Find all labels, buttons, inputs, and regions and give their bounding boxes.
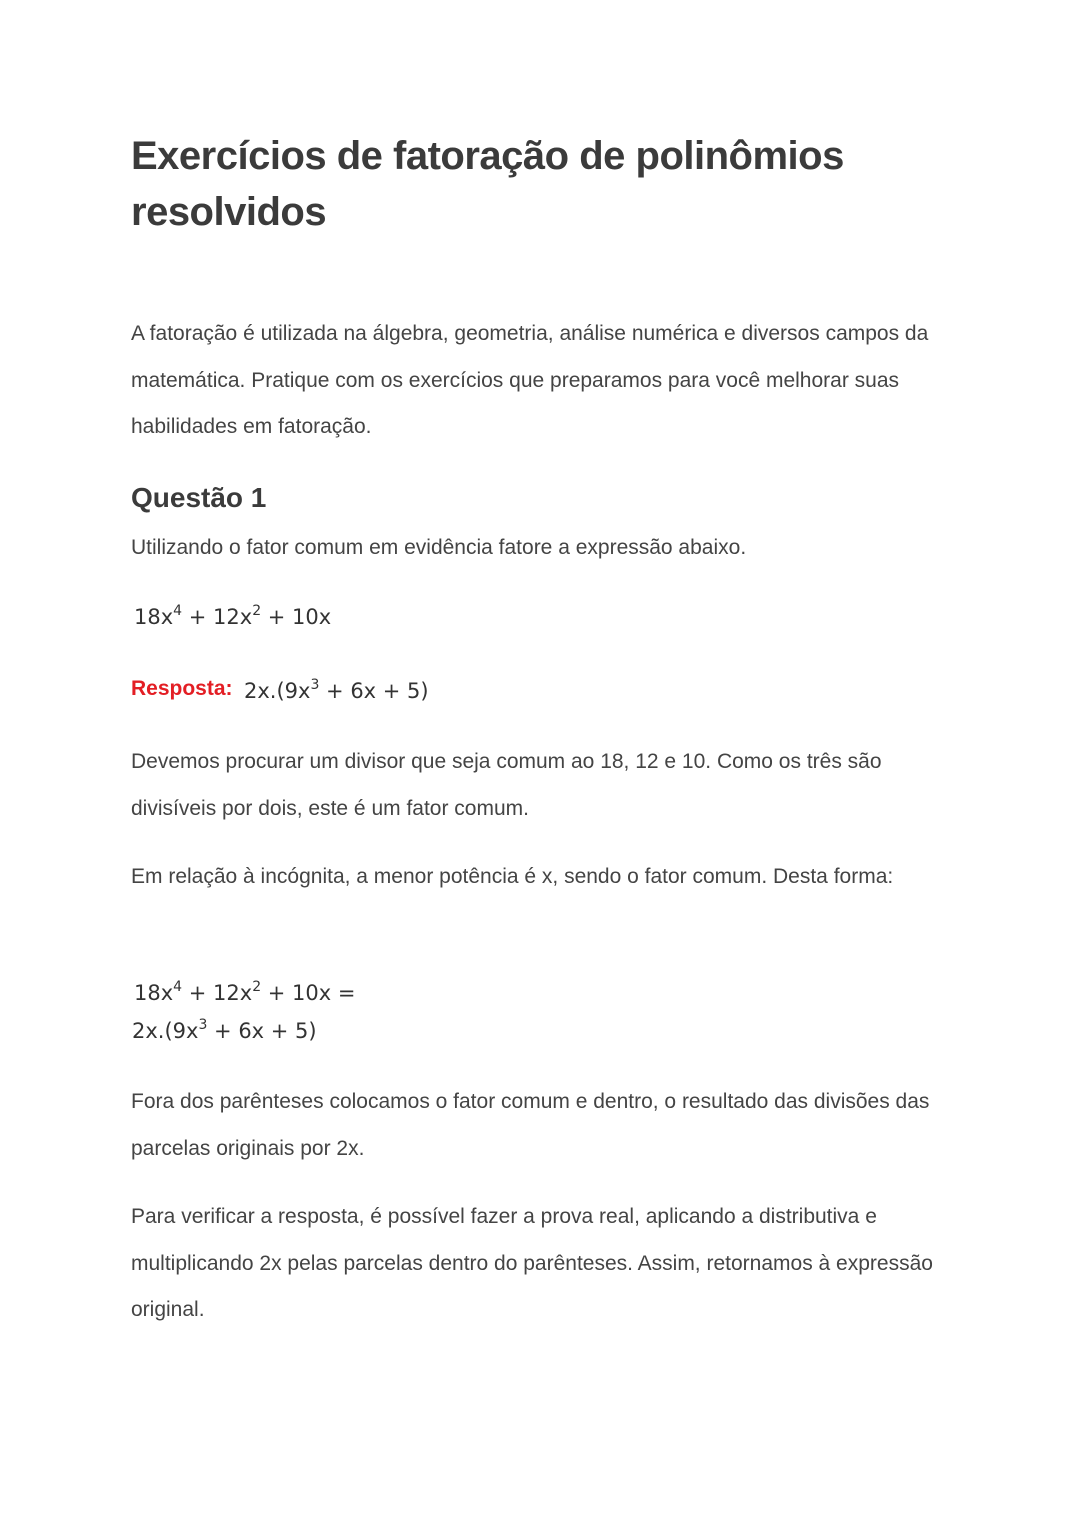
conclusion-paragraph: Fora dos parênteses colocamos o fator comum e dentro, o resultado das divisões das parcelas originais por 2x.	[131, 1090, 930, 1160]
answer-expression	[244, 672, 429, 710]
term: 18x	[134, 981, 174, 1005]
exponent: 3	[310, 677, 320, 693]
explanation-paragraph: Devemos procurar um divisor que seja comum ao 18, 12 e 10. Como os três são divisíveis por dois, este é um fator comum.	[131, 750, 882, 820]
term: + 6x + 5)	[207, 1019, 317, 1043]
explanation-paragraph: Em relação à incógnita, a menor potência é x, sendo o fator comum. Desta forma:	[131, 865, 894, 888]
term: + 10x	[261, 605, 332, 629]
question-expression	[134, 598, 331, 636]
term: 2x.(9x	[132, 1019, 199, 1043]
term: 18x	[134, 605, 174, 629]
exponent: 3	[198, 1017, 208, 1033]
term: + 12x	[182, 605, 253, 629]
question-heading: Questão 1	[131, 482, 267, 513]
conclusion-paragraph: Para verificar a resposta, é possível fazer a prova real, aplicando a distributiva e multiplicando 2x pelas parcelas dentro do parênteses. Assim, retornamos à expressão original.	[131, 1205, 933, 1321]
equation-line-2	[132, 1012, 317, 1050]
exponent: 4	[173, 979, 183, 995]
term: + 6x + 5)	[319, 679, 429, 703]
term: 2x.(9x	[244, 679, 311, 703]
term: + 10x =	[261, 981, 356, 1005]
intro-paragraph: A fatoração é utilizada na álgebra, geometria, análise numérica e diversos campos da matemática. Pratique com os exercícios que preparamos para você melhorar suas habilidades em fatoração.	[131, 322, 929, 438]
equation-line-1	[134, 974, 355, 1012]
exponent: 2	[252, 979, 262, 995]
answer-label: Resposta:	[131, 677, 233, 700]
question-prompt: Utilizando o fator comum em evidência fatore a expressão abaixo.	[131, 536, 747, 559]
exponent: 2	[252, 603, 262, 619]
term: + 12x	[182, 981, 253, 1005]
exponent: 4	[173, 603, 183, 619]
page-title: Exercícios de fatoração de polinômios resolvidos	[131, 134, 844, 234]
